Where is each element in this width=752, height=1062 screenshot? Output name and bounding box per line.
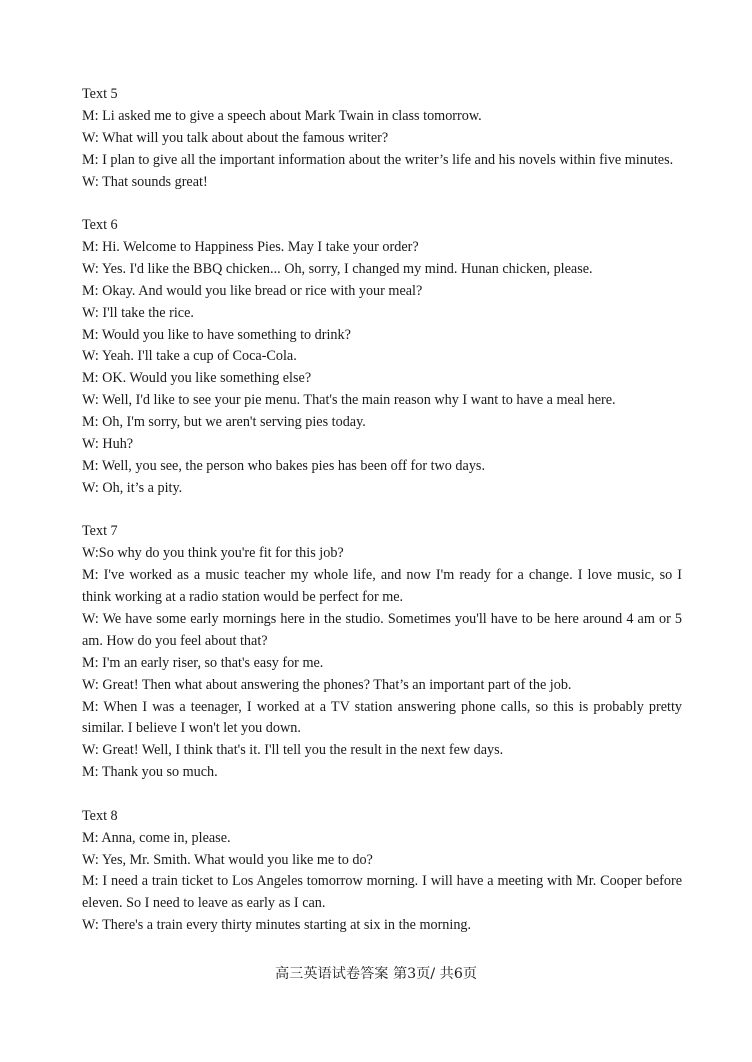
dialogue-line: W: Yeah. I'll take a cup of Coca-Cola. <box>82 348 297 365</box>
dialogue-line: M: Oh, I'm sorry, but we aren't serving pies today. <box>82 414 366 431</box>
dialogue-line: W: There's a train every thirty minutes starting at six in the morning. <box>82 917 472 934</box>
dialogue-line: W: I'll take the rice. <box>82 304 194 321</box>
section-text-6 <box>82 215 682 500</box>
section-text-5 <box>82 84 682 194</box>
dialogue-line: M: Li asked me to give a speech about Mark Twain in class tomorrow. <box>82 107 482 124</box>
dialogue-line: W: That sounds great! <box>82 173 208 190</box>
dialogue-line: M: Okay. And would you like bread or rice with your meal? <box>82 282 423 299</box>
dialogue-line: W: Well, I'd like to see your pie menu. That's the main reason why I want to have a meal here. <box>82 392 616 409</box>
dialogue-line: M: I plan to give all the important information about the writer’s life and his novels within five minutes. <box>82 151 674 168</box>
section-heading: Text 6 <box>82 217 118 234</box>
section-heading: Text 5 <box>82 86 118 102</box>
page-footer: 高三英语试卷答案 第3页/ 共6页 <box>274 966 478 982</box>
dialogue-line: W:So why do you think you're fit for this job? <box>82 545 344 562</box>
dialogue-line: W: Great! Then what about answering the phones? That’s an important part of the job. <box>82 676 572 693</box>
dialogue-line: M: Well, you see, the person who bakes pies has been off for two days. <box>82 458 485 474</box>
section-heading: Text 8 <box>82 807 118 824</box>
dialogue-line: M: When I was a teenager, I worked at a TV station answering phone calls, so this is probably pretty similar. I believe I won't let you down. <box>82 698 682 737</box>
dialogue-line: M: I'm an early riser, so that's easy for me. <box>82 654 324 671</box>
section-heading: Text 7 <box>82 523 118 540</box>
dialogue-line: W: We have some early mornings here in the studio. Sometimes you'll have to be here around 4 am or 5 am. How do you feel about that? <box>82 610 682 649</box>
dialogue-line: W: What will you talk about about the famous writer? <box>82 129 389 146</box>
dialogue-line: M: Anna, come in, please. <box>82 829 231 846</box>
dialogue-line: M: Thank you so much. <box>82 764 218 781</box>
dialogue-line: M: I've worked as a music teacher my whole life, and now I'm ready for a change. I love music, so I think working at a radio station would be perfect for me. <box>82 567 682 606</box>
section-text-7 <box>82 521 682 784</box>
section-text-8 <box>82 806 682 937</box>
dialogue-line: W: Yes, Mr. Smith. What would you like me to do? <box>82 851 373 868</box>
dialogue-line: M: Hi. Welcome to Happiness Pies. May I take your order? <box>82 238 419 255</box>
transcript-page <box>82 84 682 959</box>
dialogue-line: W: Great! Well, I think that's it. I'll tell you the result in the next few days. <box>82 742 504 759</box>
dialogue-line: W: Huh? <box>82 436 134 453</box>
dialogue-line: M: I need a train ticket to Los Angeles tomorrow morning. I will have a meeting with Mr. Cooper before eleven. So I need to leave as early as I can. <box>82 873 682 912</box>
dialogue-line: M: OK. Would you like something else? <box>82 370 312 387</box>
dialogue-line: W: Oh, it’s a pity. <box>82 479 183 496</box>
dialogue-line: W: Yes. I'd like the BBQ chicken... Oh, sorry, I changed my mind. Hunan chicken, please. <box>82 260 593 277</box>
dialogue-line: M: Would you like to have something to drink? <box>82 326 351 343</box>
